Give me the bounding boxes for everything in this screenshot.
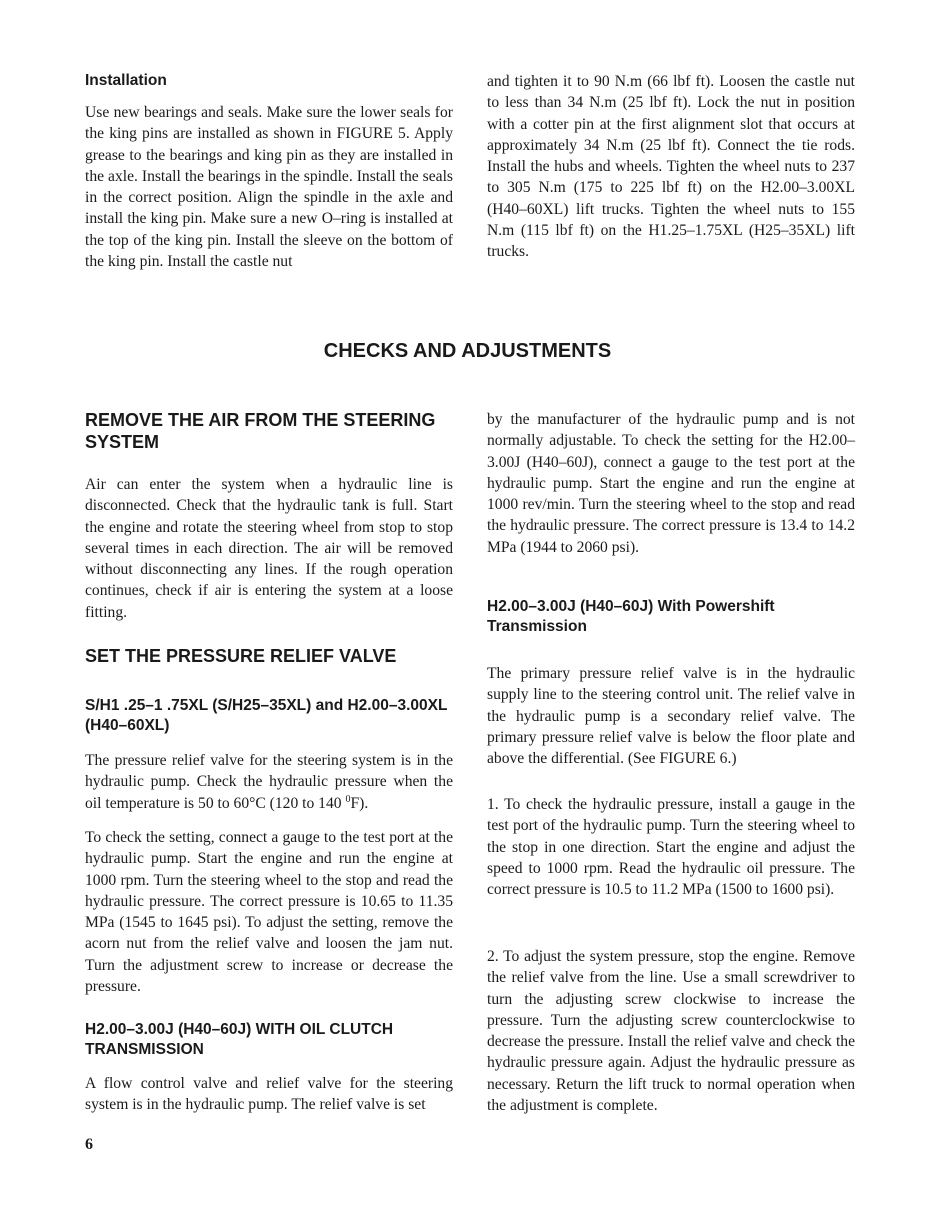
sh1-paragraph-2: To check the setting, connect a gauge to the test port at the hydraulic pump. Start the engine and run the engine at 1000 rpm. Turn the steering wheel to the stop and read the hydraulic pressure. The correct pressure is 10.65 to 11.35 MPa (1545 to 1645 psi). To adjust the setting, remove the acorn nut from the relief valve and loosen the jam nut. Turn the adjustment screw to increase or decrease the pressure. [85,829,453,996]
installation-heading: Installation [85,72,167,89]
sh1-paragraph-1-end: F). [350,794,369,812]
sh1-paragraph-1 [85,750,453,814]
step-2-paragraph: 2. To adjust the system pressure, stop the engine. Remove the relief valve from the line. Use a small screwdriver to turn the adjusting screw clockwise to increase the pressure. Turn the adjusting screw counterclockwise to decrease the pressure. Install the relief valve and check the hydraulic pressure again. Adjust the hydraulic pressure as necessary. Return the lift truck to normal operation when the adjustment is complete. [487,948,855,1115]
installation-paragraph: Use new bearings and seals. Make sure the lower seals for the king pins are installed as shown in FIGURE 5. Apply grease to the bearings and king pin as they are installed in the axle. Install the bearings in the spindle. Install the seals in the correct position. Align the spindle in the axle and install the king pin. Make sure a new O–ring is installed at the top of the king pin. Install the sleeve on the bottom of the king pin. Install the castle nut [85,104,453,271]
oil-clutch-paragraph: A flow control valve and relief valve for the steering system is in the hydraulic pump. The relief valve is set [85,1075,453,1114]
sh1-paragraph-1-main: The pressure relief valve for the steering system is in the hydraulic pump. Check the hydraulic pressure when the oil temperature is 50 to 60°C (120 to 140 [85,752,453,812]
sh1-subheading: S/H1 .25–1 .75XL (S/H25–35XL) and H2.00–3.00XL (H40–60XL) [85,697,448,734]
degree-superscript: 0 [345,793,351,805]
relief-valve-heading: SET THE PRESSURE RELIEF VALVE [85,646,397,666]
powershift-heading: H2.00–3.00J (H40–60J) With Powershift Transmission [487,598,775,635]
page-number: 6 [85,1136,93,1153]
powershift-paragraph: The primary pressure relief valve is in the hydraulic supply line to the steering control unit. The relief valve in the hydraulic pump is a secondary relief valve. The primary pressure relief valve is below the floor plate and above the differential. (See FIGURE 6.) [487,665,855,768]
oil-clutch-continued-paragraph: by the manufacturer of the hydraulic pump and is not normally adjustable. To check the setting for the H2.00–3.00J (H40–60J), connect a gauge to the test port at the hydraulic pump. Start the engine and run the engine at 1000 rev/min. Turn the steering wheel to the stop and read the hydraulic pressure. The correct pressure is 13.4 to 14.2 MPa (1944 to 2060 psi). [487,411,855,556]
installation-continued-paragraph: and tighten it to 90 N.m (66 lbf ft). Loosen the castle nut to less than 34 N.m (25 lbf ft). Lock the nut in position with a cotter pin at the first alignment slot that occurs at approximately 34 N.m (25 lbf ft). Connect the tie rods. Install the hubs and wheels. Tighten the wheel nuts to 237 to 305 N.m (175 to 225 lbf ft) on the H2.00–3.00XL (H40–60XL) lift trucks. Tighten the wheel nuts to 155 N.m (115 lbf ft) on the H1.25–1.75XL (H25–35XL) lift trucks. [487,73,855,261]
step-1-paragraph: 1. To check the hydraulic pressure, install a gauge in the test port of the hydraulic pump. Turn the steering wheel to the stop in one direction. Start the engine and adjust the speed to 1000 rpm. Read the hydraulic oil pressure. The correct pressure is 10.5 to 11.2 MPa (1500 to 1600 psi). [487,796,855,899]
checks-adjustments-heading: CHECKS AND ADJUSTMENTS [323,340,612,362]
oil-clutch-heading: H2.00–3.00J (H40–60J) WITH OIL CLUTCH TRANSMISSION [85,1021,394,1058]
air-removal-paragraph: Air can enter the system when a hydraulic line is disconnected. Check that the hydraulic tank is full. Start the engine and rotate the steering wheel from stop to stop several times in each direction. The air will be removed without disconnecting any lines. If the rough operation continues, check if air is entering the system at a loose fitting. [85,476,453,621]
air-removal-heading: REMOVE THE AIR FROM THE STEERING SYSTEM [85,410,436,452]
